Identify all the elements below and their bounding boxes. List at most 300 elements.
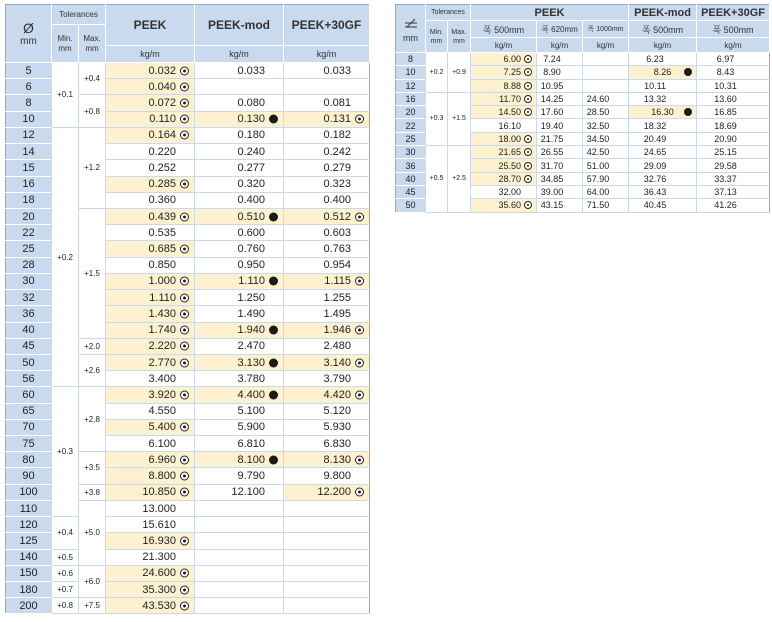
circle-dot-icon (524, 108, 532, 116)
peek-weight-cell (106, 322, 195, 338)
peek-weight-cell-value: 0.535 (148, 226, 176, 239)
filled-circle-icon (269, 358, 278, 367)
peek-500-weight-cell-value: 14.50 (498, 107, 522, 118)
filled-circle-icon (684, 108, 692, 116)
peek-mod-500-weight-cell (629, 159, 697, 172)
circle-dot-icon (180, 99, 189, 108)
peek-weight-cell-value: 8.800 (148, 470, 176, 483)
peek-620-weight-cell-value: 39.00 (540, 187, 564, 198)
peek-mod-weight-cell-value: 0.400 (237, 194, 265, 207)
peek-weight-cell (106, 160, 195, 176)
peek-mod-weight-cell-value: 1.490 (237, 307, 265, 320)
peek-620-weight-cell-value: 17.60 (540, 107, 564, 118)
peek-mod-weight-cell-value: 0.240 (237, 145, 265, 158)
peek-mod-500-weight-cell (629, 106, 697, 119)
peek-mod-weight-cell-value: 0.600 (237, 226, 265, 239)
diameter-cell: 75 (6, 436, 52, 452)
min-tolerance-cell: +0.1 (52, 63, 79, 128)
peek-620-weight-cell (537, 185, 583, 198)
filled-circle-icon (269, 455, 278, 464)
circle-dot-icon (355, 488, 364, 497)
peek-mod-weight-cell-value: 1.250 (237, 291, 265, 304)
peek-30gf-weight-cell-value: 0.182 (323, 129, 351, 142)
peek-weight-cell-value: 0.220 (148, 145, 176, 158)
circle-dot-icon (524, 68, 532, 76)
peek-mod-weight-cell (195, 160, 284, 176)
min-tolerance-cell: +0.3 (52, 387, 79, 517)
peek-mod-500-weight-cell-value: 40.45 (643, 200, 667, 211)
thickness-cell: 36 (396, 159, 426, 172)
peek-620-weight-cell-value: 8.90 (543, 67, 561, 78)
peek-weight-cell-value: 35.300 (142, 583, 176, 596)
peek-30gf-weight-cell (284, 225, 370, 241)
peek-mod-weight-cell (195, 241, 284, 257)
peek-mod-weight-cell-value: 9.790 (237, 470, 265, 483)
plate-max-tolerance-cell: +1.5 (448, 92, 471, 145)
peek-mod-weight-cell-value: 5.100 (237, 405, 265, 418)
filled-circle-icon (269, 115, 278, 124)
peek-30gf-weight-cell-value: 1.946 (323, 324, 351, 337)
plate-material-peek-30gf: PEEK+30GF (697, 5, 770, 21)
peek-mod-500-weight-cell (629, 185, 697, 198)
diameter-cell: 140 (6, 549, 52, 565)
peek-mod-weight-cell-value: 1.940 (237, 324, 265, 337)
peek-620-weight-cell-value: 43.15 (540, 200, 564, 211)
peek-500-weight-cell (471, 66, 537, 79)
peek-30gf-weight-cell (284, 403, 370, 419)
table-row (6, 582, 370, 598)
peek-mod-weight-cell (195, 257, 284, 273)
peek-mod-500-weight-cell-value: 32.76 (643, 173, 667, 184)
peek-30gf-500-weight-cell-value: 41.26 (714, 200, 737, 211)
peek-30gf-500-weight-cell-value: 6.97 (716, 54, 735, 65)
peek-mod-weight-cell (195, 549, 284, 565)
peek-1000-weight-cell (583, 185, 629, 198)
peek-30gf-weight-cell (284, 176, 370, 192)
peek-30gf-500-weight-cell (697, 132, 770, 145)
peek-mod-500-weight-cell-value: 16.30 (651, 107, 674, 118)
diameter-cell: 12 (6, 127, 52, 143)
plate-unit-1: kg/m (471, 38, 537, 53)
peek-mod-weight-cell (195, 322, 284, 338)
min-tolerance-cell: +0.8 (52, 598, 79, 614)
material-header-peek: PEEK (106, 5, 195, 46)
peek-mod-weight-cell-value: 5.900 (237, 421, 265, 434)
peek-30gf-500-weight-cell (697, 146, 770, 159)
filled-circle-icon (269, 326, 278, 335)
unit-header-peek: kg/m (106, 46, 195, 63)
unit-header-peek-mod: kg/m (195, 46, 284, 63)
peek-mod-500-weight-cell-value: 20.49 (643, 133, 667, 144)
peek-30gf-weight-cell (284, 144, 370, 160)
circle-dot-icon (180, 455, 189, 464)
peek-mod-500-weight-cell (629, 66, 697, 79)
peek-mod-weight-cell (195, 338, 284, 354)
max-tolerance-cell: +1.2 (79, 127, 106, 208)
table-row (396, 92, 770, 105)
peek-mod-weight-cell-value: 0.320 (237, 178, 265, 191)
peek-1000-weight-cell-value: 28.50 (586, 107, 610, 118)
diameter-header (6, 5, 52, 63)
thickness-cell: 16 (396, 92, 426, 105)
peek-weight-cell (106, 273, 195, 289)
peek-30gf-weight-cell-value: 3.140 (323, 356, 351, 369)
peek-500-weight-cell-value: 28.70 (498, 173, 522, 184)
unit-header-peek-30gf: kg/m (284, 46, 370, 63)
peek-1000-weight-cell (583, 199, 629, 212)
circle-dot-icon (180, 536, 189, 545)
peek-mod-500-weight-cell-value: 13.32 (643, 94, 667, 105)
peek-30gf-weight-cell-value: 2.480 (323, 340, 351, 353)
peek-30gf-500-weight-cell-value: 18.69 (714, 120, 737, 131)
circle-dot-icon (180, 82, 189, 91)
peek-1000-weight-cell (583, 146, 629, 159)
max-tolerance-cell: +2.6 (79, 354, 106, 386)
peek-weight-cell-value: 5.400 (148, 421, 176, 434)
diameter-cell: 65 (6, 403, 52, 419)
diameter-cell: 18 (6, 192, 52, 208)
peek-30gf-500-weight-cell (697, 53, 770, 66)
peek-500-weight-cell-value: 18.00 (498, 133, 522, 144)
peek-weight-cell (106, 598, 195, 614)
diameter-cell: 5 (6, 63, 52, 79)
plate-tolerances-header: Tolerances (426, 5, 471, 21)
circle-dot-icon (524, 201, 532, 209)
peek-30gf-weight-cell-value: 0.400 (323, 194, 351, 207)
peek-weight-cell-value: 0.164 (148, 129, 176, 142)
diameter-cell: 56 (6, 371, 52, 387)
peek-620-weight-cell (537, 146, 583, 159)
peek-weight-cell (106, 484, 195, 500)
peek-weight-cell-value: 0.032 (148, 64, 176, 77)
peek-mod-weight-cell (195, 436, 284, 452)
peek-30gf-500-weight-cell-value: 13.60 (714, 94, 737, 105)
circle-dot-icon (180, 277, 189, 286)
circle-dot-icon (524, 55, 532, 63)
peek-30gf-weight-cell (284, 192, 370, 208)
peek-mod-weight-cell (195, 500, 284, 516)
peek-30gf-weight-cell-value: 5.120 (323, 405, 351, 418)
peek-mod-weight-cell-value: 0.080 (237, 97, 265, 110)
peek-mod-500-weight-cell-value: 8.26 (653, 67, 672, 78)
peek-30gf-weight-cell-value: 0.603 (323, 226, 351, 239)
peek-500-weight-cell (471, 53, 537, 66)
circle-dot-icon (180, 309, 189, 318)
peek-weight-cell (106, 208, 195, 224)
peek-1000-weight-cell (583, 172, 629, 185)
peek-620-weight-cell-value: 7.24 (543, 54, 561, 65)
peek-weight-cell (106, 176, 195, 192)
peek-weight-cell (106, 468, 195, 484)
peek-weight-cell-value: 2.770 (148, 356, 176, 369)
peek-mod-weight-cell (195, 371, 284, 387)
peek-1000-weight-cell (583, 66, 629, 79)
peek-30gf-500-weight-cell (697, 159, 770, 172)
peek-weight-cell (106, 79, 195, 95)
peek-1000-weight-cell-value: 51.00 (586, 160, 610, 171)
peek-500-weight-cell (471, 79, 537, 92)
peek-620-weight-cell (537, 66, 583, 79)
peek-mod-500-weight-cell-value: 24.65 (643, 147, 667, 158)
peek-mod-weight-cell (195, 144, 284, 160)
peek-620-weight-cell (537, 92, 583, 105)
peek-30gf-500-weight-cell (697, 106, 770, 119)
plate-unit-3: kg/m (583, 38, 629, 53)
peek-500-weight-cell (471, 132, 537, 145)
thickness-cell: 45 (396, 185, 426, 198)
circle-dot-icon (524, 148, 532, 156)
peek-weight-cell-value: 1.000 (148, 275, 176, 288)
peek-mod-weight-cell (195, 387, 284, 403)
peek-mod-weight-cell (195, 419, 284, 435)
max-tolerance-cell: +3.8 (79, 484, 106, 500)
peek-mod-weight-cell-value: 0.510 (237, 210, 265, 223)
peek-mod-500-weight-cell (629, 146, 697, 159)
table-row (6, 565, 370, 581)
peek-weight-cell (106, 241, 195, 257)
peek-weight-cell (106, 371, 195, 387)
rod-weight-table (5, 4, 370, 614)
peek-30gf-weight-cell-value: 0.081 (323, 97, 351, 110)
peek-mod-500-weight-cell-value: 29.09 (643, 160, 667, 171)
peek-weight-cell (106, 517, 195, 533)
filled-circle-icon (269, 390, 278, 399)
peek-mod-weight-cell-value: 8.100 (237, 453, 265, 466)
peek-500-weight-cell (471, 172, 537, 185)
peek-620-weight-cell (537, 159, 583, 172)
peek-weight-cell (106, 127, 195, 143)
peek-mod-weight-cell-value: 2.470 (237, 340, 265, 353)
diameter-cell: 45 (6, 338, 52, 354)
peek-30gf-weight-cell-value: 8.130 (323, 453, 351, 466)
peek-1000-weight-cell-value: 64.00 (586, 187, 610, 198)
thickness-unit: mm (403, 32, 418, 43)
width-header-peek-620: 폭 620mm (537, 21, 583, 38)
peek-1000-weight-cell-value: 71.50 (586, 200, 610, 211)
peek-30gf-weight-cell (284, 63, 370, 79)
filled-circle-icon (269, 277, 278, 286)
peek-weight-cell (106, 582, 195, 598)
min-tolerance-cell: +0.2 (52, 127, 79, 387)
plate-unit-4: kg/m (629, 38, 697, 53)
diameter-cell: 8 (6, 95, 52, 111)
peek-30gf-weight-cell-value: 9.800 (323, 470, 351, 483)
filled-circle-icon (684, 68, 692, 76)
peek-weight-cell-value: 2.220 (148, 340, 176, 353)
peek-30gf-500-weight-cell (697, 172, 770, 185)
diameter-cell: 32 (6, 290, 52, 306)
thickness-cell: 8 (396, 53, 426, 66)
peek-30gf-weight-cell (284, 452, 370, 468)
circle-dot-icon (355, 455, 364, 464)
peek-mod-weight-cell-value: 12.100 (231, 486, 265, 499)
peek-620-weight-cell (537, 172, 583, 185)
circle-dot-icon (180, 342, 189, 351)
peek-weight-cell-value: 10.850 (142, 486, 176, 499)
circle-dot-icon (180, 488, 189, 497)
circle-dot-icon (180, 423, 189, 432)
circle-dot-icon (180, 601, 189, 610)
min-tolerance-header: Min. mm (52, 25, 79, 63)
width-header-peek-500: 폭 500mm (471, 21, 537, 38)
diameter-cell: 6 (6, 79, 52, 95)
peek-mod-weight-cell-value: 3.130 (237, 356, 265, 369)
circle-dot-icon (524, 82, 532, 90)
diameter-cell: 110 (6, 500, 52, 516)
peek-30gf-weight-cell-value: 0.512 (323, 210, 351, 223)
peek-30gf-500-weight-cell-value: 10.31 (714, 80, 737, 91)
peek-30gf-500-weight-cell-value: 25.15 (714, 147, 737, 158)
peek-weight-cell (106, 565, 195, 581)
peek-mod-weight-cell-value: 3.780 (237, 372, 265, 385)
peek-30gf-weight-cell-value: 6.830 (323, 437, 351, 450)
peek-30gf-weight-cell (284, 95, 370, 111)
peek-30gf-weight-cell-value: 3.790 (323, 372, 351, 385)
peek-mod-weight-cell-value: 0.950 (237, 259, 265, 272)
peek-30gf-weight-cell (284, 257, 370, 273)
peek-30gf-weight-cell (284, 127, 370, 143)
peek-30gf-500-weight-cell (697, 185, 770, 198)
thickness-symbol-icon (404, 15, 418, 25)
peek-weight-cell-value: 0.072 (148, 97, 176, 110)
peek-500-weight-cell (471, 92, 537, 105)
table-row (6, 517, 370, 533)
peek-mod-weight-cell (195, 95, 284, 111)
plate-unit-2: kg/m (537, 38, 583, 53)
peek-weight-cell-value: 15.610 (142, 518, 176, 531)
max-tolerance-cell: +5.0 (79, 500, 106, 565)
material-header-peek-30gf: PEEK+30GF (284, 5, 370, 46)
peek-1000-weight-cell-value: 24.60 (586, 94, 610, 105)
peek-30gf-weight-cell (284, 436, 370, 452)
peek-30gf-weight-cell (284, 322, 370, 338)
diameter-cell: 28 (6, 257, 52, 273)
peek-620-weight-cell (537, 132, 583, 145)
peek-mod-weight-cell-value: 6.810 (237, 437, 265, 450)
peek-1000-weight-cell-value: 34.50 (586, 133, 610, 144)
max-tolerance-cell: +3.5 (79, 452, 106, 484)
peek-mod-weight-cell (195, 63, 284, 79)
width-header-peek-1000: 폭 1000mm (583, 21, 629, 38)
peek-mod-500-weight-cell (629, 92, 697, 105)
peek-mod-weight-cell (195, 354, 284, 370)
peek-mod-500-weight-cell (629, 199, 697, 212)
peek-weight-cell-value: 0.110 (149, 113, 176, 126)
peek-500-weight-cell-value: 16.10 (498, 120, 522, 131)
peek-weight-cell (106, 533, 195, 549)
peek-30gf-500-weight-cell-value: 29.58 (714, 160, 737, 171)
peek-weight-cell (106, 500, 195, 516)
thickness-cell: 12 (396, 79, 426, 92)
peek-1000-weight-cell (583, 106, 629, 119)
plate-material-peek: PEEK (471, 5, 629, 21)
thickness-cell: 25 (396, 132, 426, 145)
plate-min-tolerance-cell: +0.3 (426, 92, 448, 145)
diameter-cell: 150 (6, 565, 52, 581)
table-row (396, 146, 770, 159)
circle-dot-icon (180, 66, 189, 75)
diameter-cell: 16 (6, 176, 52, 192)
width-header-gf-500: 폭 500mm (697, 21, 770, 38)
diameter-cell: 90 (6, 468, 52, 484)
peek-weight-cell-value: 0.252 (148, 161, 176, 174)
diameter-cell: 22 (6, 225, 52, 241)
peek-620-weight-cell-value: 10.95 (540, 80, 564, 91)
peek-500-weight-cell (471, 199, 537, 212)
peek-30gf-500-weight-cell (697, 119, 770, 132)
peek-weight-cell-value: 1.430 (148, 307, 176, 320)
circle-dot-icon (180, 390, 189, 399)
table-row (396, 53, 770, 66)
circle-dot-icon (180, 212, 189, 221)
peek-weight-cell-value: 3.400 (148, 372, 176, 385)
peek-30gf-weight-cell-value: 0.323 (323, 178, 351, 191)
peek-mod-weight-cell-value: 0.180 (237, 129, 265, 142)
diameter-cell: 60 (6, 387, 52, 403)
peek-mod-500-weight-cell (629, 53, 697, 66)
plate-max-tolerance-cell: +0.9 (448, 53, 471, 93)
circle-dot-icon (180, 245, 189, 254)
peek-30gf-weight-cell-value: 0.131 (323, 113, 351, 126)
circle-dot-icon (355, 326, 364, 335)
max-tolerance-cell: +0.4 (79, 63, 106, 95)
max-tolerance-cell: +0.8 (79, 95, 106, 127)
peek-30gf-500-weight-cell-value: 37.13 (714, 187, 737, 198)
peek-620-weight-cell-value: 34.85 (540, 173, 564, 184)
peek-weight-cell-value: 21.300 (142, 551, 176, 564)
peek-mod-weight-cell-value: 0.760 (237, 243, 265, 256)
peek-30gf-weight-cell (284, 533, 370, 549)
circle-dot-icon (180, 180, 189, 189)
peek-30gf-weight-cell-value: 4.420 (323, 388, 351, 401)
peek-620-weight-cell (537, 53, 583, 66)
peek-weight-cell-value: 4.550 (148, 405, 176, 418)
circle-dot-icon (524, 175, 532, 183)
min-tolerance-cell: +0.4 (52, 517, 79, 549)
peek-30gf-weight-cell (284, 468, 370, 484)
peek-mod-weight-cell (195, 208, 284, 224)
peek-30gf-weight-cell (284, 549, 370, 565)
peek-500-weight-cell-value: 25.50 (498, 160, 522, 171)
plate-material-peek-mod: PEEK-mod (629, 5, 697, 21)
peek-weight-cell-value: 1.110 (149, 291, 176, 304)
peek-30gf-500-weight-cell-value: 8.43 (716, 67, 735, 78)
diameter-cell: 80 (6, 452, 52, 468)
peek-620-weight-cell-value: 31.70 (540, 160, 564, 171)
circle-dot-icon (180, 131, 189, 140)
peek-30gf-weight-cell-value: 1.495 (323, 307, 351, 320)
peek-weight-cell-value: 6.100 (148, 437, 176, 450)
peek-30gf-weight-cell (284, 371, 370, 387)
diameter-cell: 200 (6, 598, 52, 614)
circle-dot-icon (355, 212, 364, 221)
peek-30gf-weight-cell (284, 598, 370, 614)
diameter-cell: 125 (6, 533, 52, 549)
peek-mod-weight-cell (195, 306, 284, 322)
diameter-cell: 70 (6, 419, 52, 435)
peek-30gf-weight-cell (284, 290, 370, 306)
circle-dot-icon (180, 326, 189, 335)
peek-weight-cell (106, 452, 195, 468)
diameter-unit: mm (20, 36, 37, 47)
peek-weight-cell (106, 95, 195, 111)
peek-30gf-500-weight-cell-value: 20.90 (714, 133, 737, 144)
peek-30gf-500-weight-cell-value: 16.85 (714, 107, 737, 118)
peek-weight-cell-value: 3.920 (148, 388, 176, 401)
diameter-cell: 25 (6, 241, 52, 257)
peek-30gf-weight-cell (284, 111, 370, 127)
peek-mod-500-weight-cell (629, 79, 697, 92)
